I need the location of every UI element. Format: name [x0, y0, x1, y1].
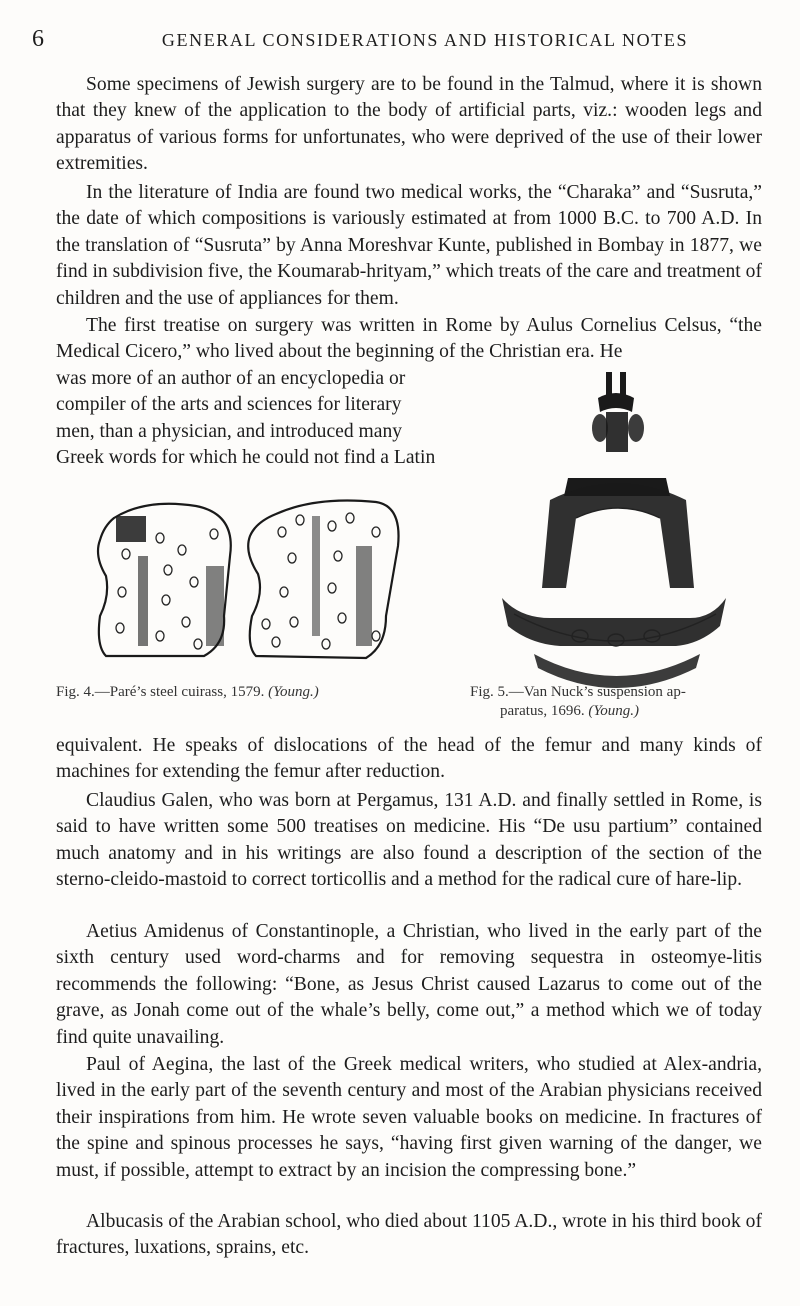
wrap-line-1: was more of an author of an encyclopedia or	[56, 368, 406, 389]
page-number: 6	[32, 26, 44, 52]
paragraph-aetius: Aetius Amidenus of Constantinople, a Christian, who lived in the early part of the sixth century used word-charms and for removing sequestra in osteomye-litis recommends the following: “Bone, as Jesus Christ caused Lazarus to come out of the grave, as Jonah come out of the whale’s belly, come out,” a method which we of today find quite unavailing.	[56, 921, 762, 1048]
cuirass-figure	[86, 496, 466, 666]
paragraph-talmud: Some specimens of Jewish surgery are to be found in the Talmud, where it is shown that they knew of the application to the body of artificial parts, viz.: wooden legs and apparatus of various forms for unfortunates, who were deprived of the use of their lower extremities.	[56, 74, 762, 175]
figure-4-label: Fig. 4.	[56, 684, 95, 700]
paragraph-celsus-continued: equivalent. He speaks of dislocations of the head of the femur and many kinds of machines for extending the femur after reduction.	[56, 735, 762, 783]
suspension-apparatus-figure	[480, 368, 742, 698]
wrap-line-4: Greek words for which he could not find a Latin	[56, 447, 436, 469]
figure-4-credit: (Young.)	[268, 684, 319, 700]
running-head: GENERAL CONSIDERATIONS AND HISTORICAL NOTES	[161, 30, 689, 50]
paragraph-celsus: The first treatise on surgery was written in Rome by Aulus Cornelius Celsus, “the Medical Cicero,” who lived about the beginning of the Christian era. He	[56, 315, 762, 363]
figure-5-caption	[470, 683, 770, 721]
figure-4-caption	[56, 683, 319, 702]
paragraph-galen: Claudius Galen, who was born at Pergamus, 131 A.D. and finally settled in Rome, is said to have written some 500 treatises on medicine. His “De usu partium” contained much anatomy and in his writings are also found a description of the section of the sterno-cleido-mastoid to correct torticollis and a method for the radical cure of hare-lip.	[56, 790, 762, 891]
figure-5-credit: (Young.)	[588, 703, 640, 719]
paragraph-albucasis: Albucasis of the Arabian school, who died about 1105 A.D., wrote in his third book of fractures, luxations, sprains, etc.	[56, 1211, 762, 1259]
paragraph-india: In the literature of India are found two medical works, the “Charaka” and “Susruta,” the date of which compositions is variously estimated at from 1000 B.C. to 700 A.D. In the translation of “Susruta” by Anna Moreshvar Kunte, published in Bombay in 1877, we find in subdivision five, the Koumarab-hrityam,” which treats of the care and treatment of children and the use of appliances for them.	[56, 182, 762, 309]
figure-5-text-2: paratus, 1696.	[500, 703, 585, 719]
wrap-line-2: compiler of the arts and sciences for literary	[56, 394, 402, 416]
figure-5-label: Fig. 5.	[470, 684, 509, 700]
figure-5-text: —Van Nuck’s suspension ap-	[508, 684, 686, 700]
wrap-line-3: men, than a physician, and introduced many	[56, 420, 403, 442]
paragraph-paul: Paul of Aegina, the last of the Greek medical writers, who studied at Alex-andria, lived in the early part of the seventh century and most of the Arabian physicians received their inspirations from him. He wrote seven valuable books on medicine. In fractures of the spine and spinous processes he says, “having first given warning of the danger, we must, if possible, attempt to extract by an incision the compressing bone.”	[56, 1054, 762, 1181]
figure-4-text: —Paré’s steel cuirass, 1579.	[94, 684, 265, 700]
